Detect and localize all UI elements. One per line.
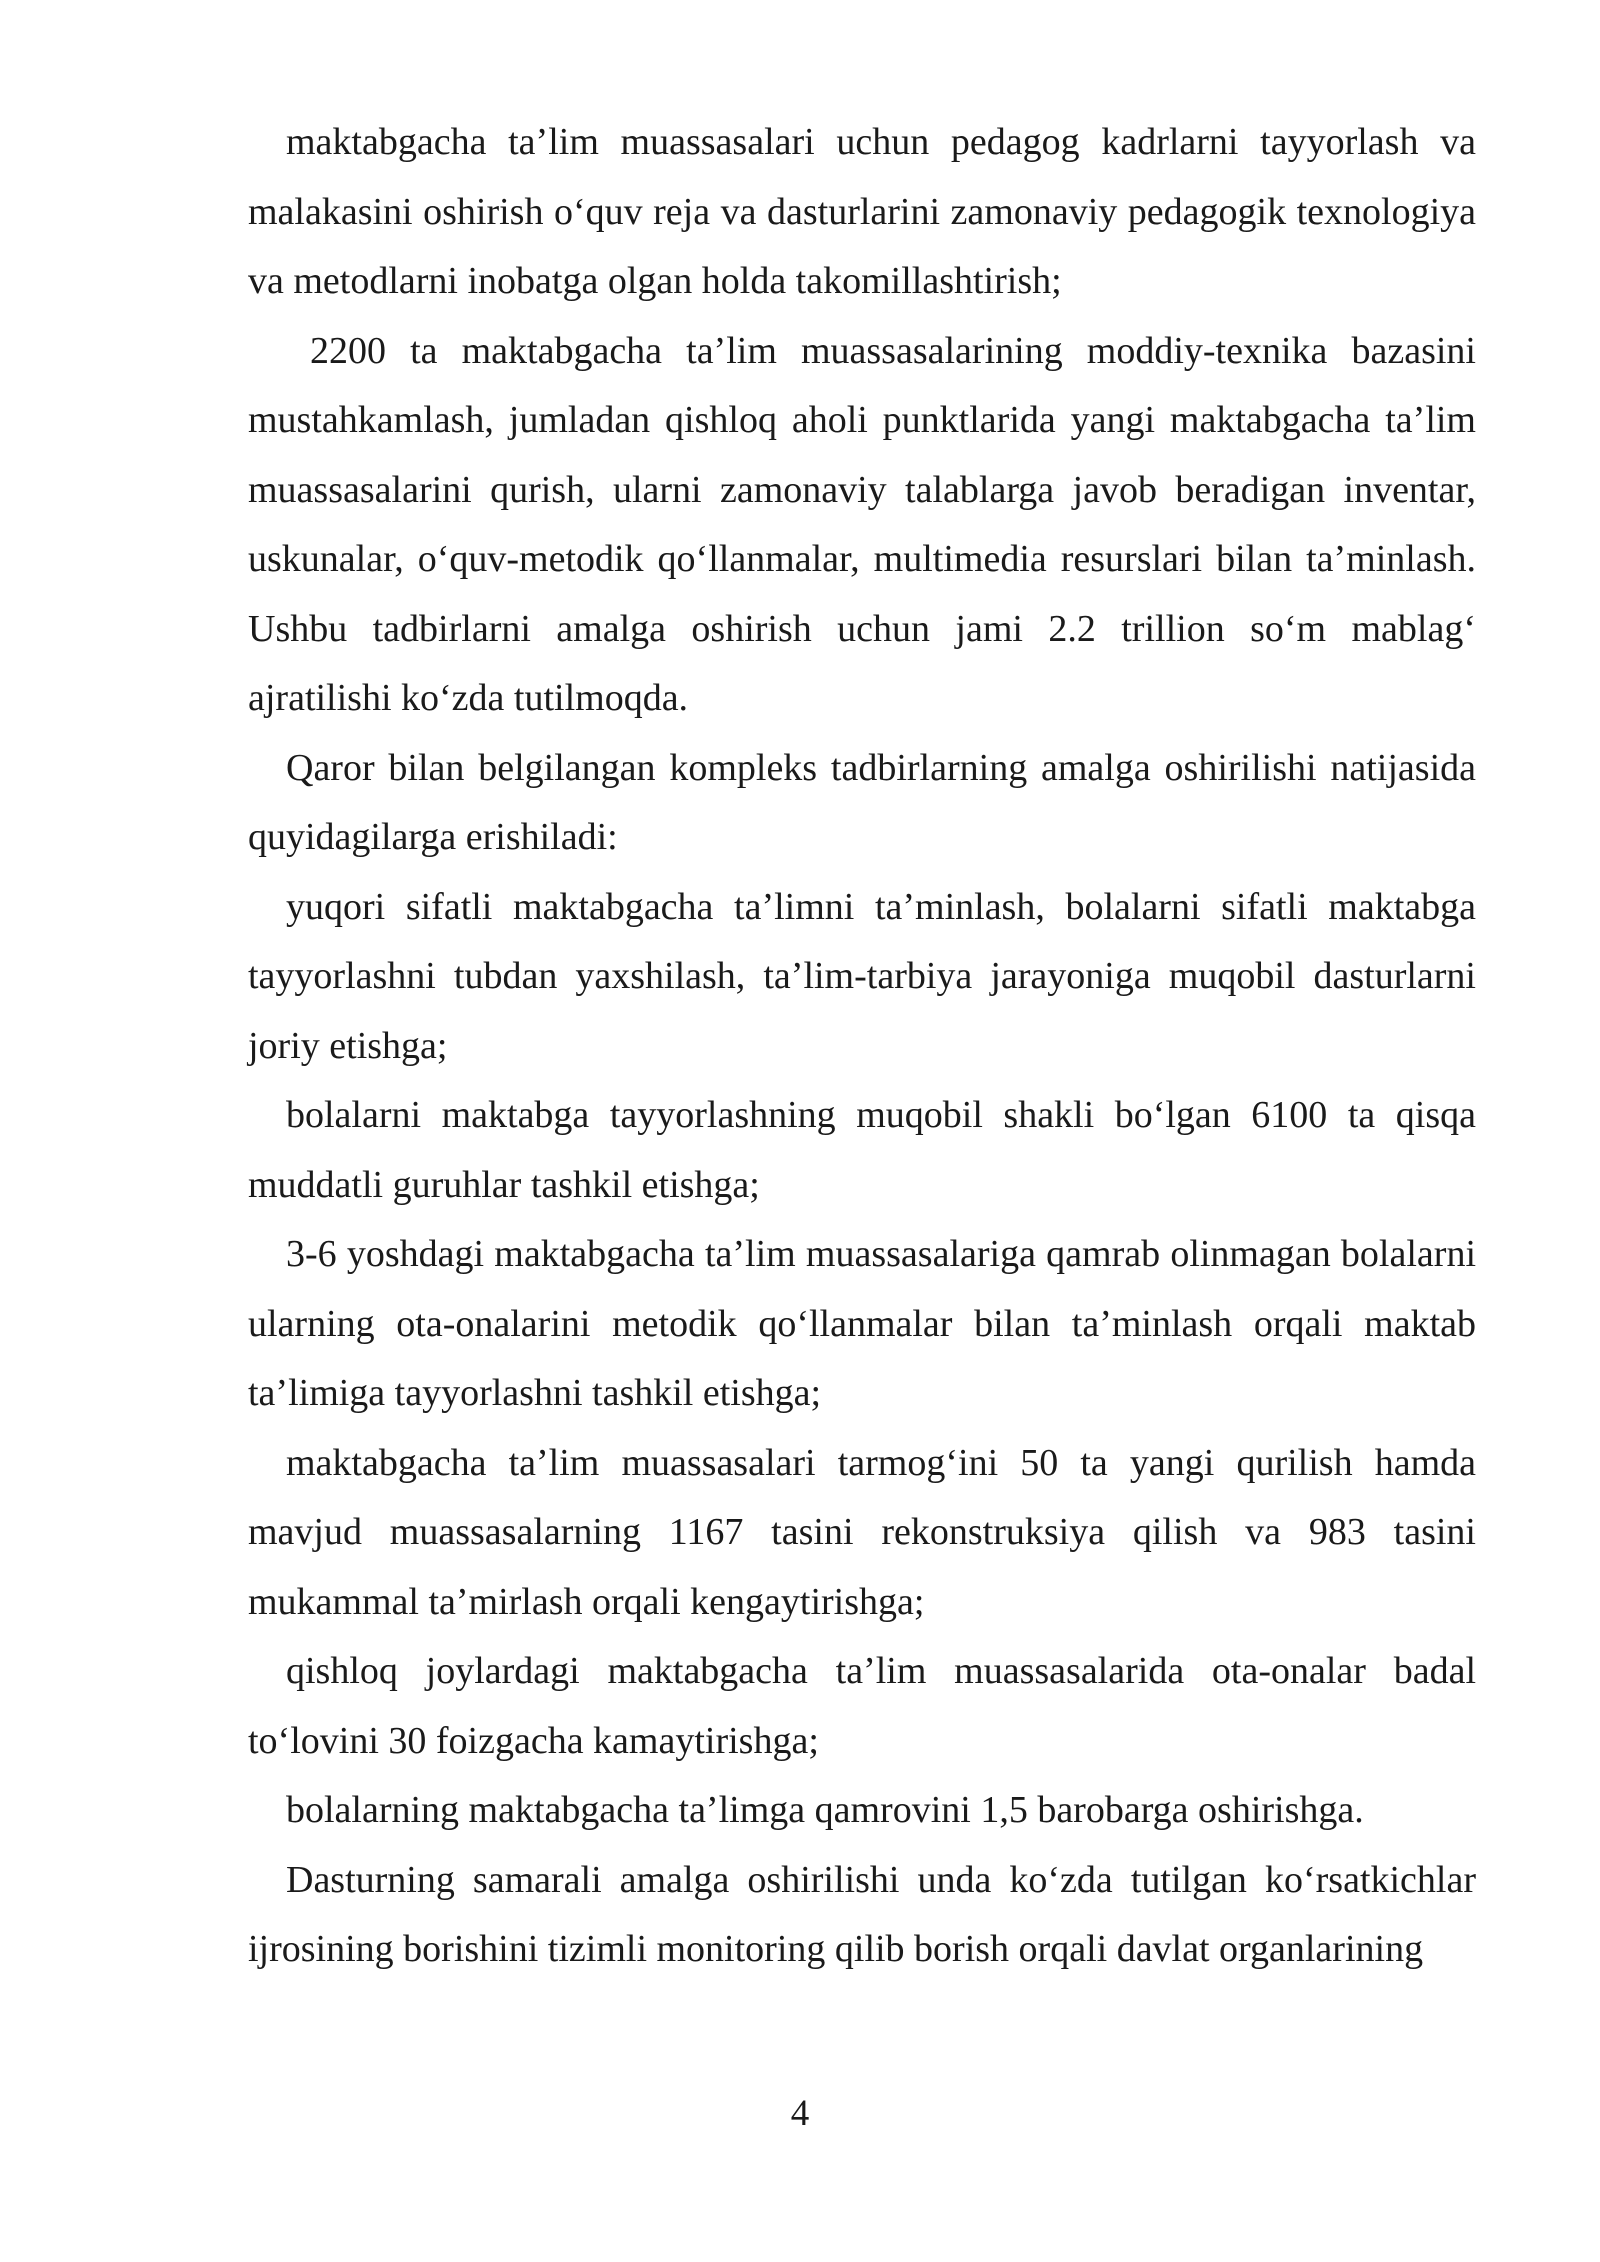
paragraph-parent-materials: 3-6 yoshdagi maktabgacha ta’lim muassasalariga qamrab olinmagan bolalarni ularning ota-onalarini metodik qo‘llanmalar bilan ta’minlash orqali maktab ta’limiga tayyorlashni tashkil etishga; xyxy=(248,1233,1476,1414)
body-text xyxy=(248,108,1476,1985)
paragraph-quality-education: yuqori sifatli maktabgacha ta’limni ta’minlash, bolalarni sifatli maktabga tayyorlashni tubdan yaxshilash, ta’lim-tarbiya jarayoniga muqobil dasturlarni joriy etishga; xyxy=(248,885,1476,1067)
paragraph-network-expansion: maktabgacha ta’lim muassasalari tarmog‘ini 50 ta yangi qurilish hamda mavjud muassasalarning 1167 tasini rekonstruksiya qilish va 983 tasini mukammal ta’mirlash orqali kengaytirishga; xyxy=(248,1441,1476,1623)
paragraph-monitoring: Dasturning samarali amalga oshirilishi unda ko‘zda tutilgan ko‘rsatkichlar ijrosining borishini tizimli monitoring qilib borish orqali davlat organlarining xyxy=(248,1858,1476,1970)
paragraph-fee-reduction: qishloq joylardagi maktabgacha ta’lim muassasalarida ota-onalar badal to‘lovini 30 foizgacha kamaytirishga; xyxy=(248,1650,1476,1762)
paragraph-curriculum-improvement: maktabgacha ta’lim muassasalari uchun pedagog kadrlarni tayyorlash va malakasini oshirish o‘quv reja va dasturlarini zamonaviy pedagogik texnologiya va metodlarni inobatga olgan holda takomillashtirish; xyxy=(248,121,1476,302)
paragraph-coverage-increase: bolalarning maktabgacha ta’limga qamrovini 1,5 barobarga oshirishga. xyxy=(286,1789,1364,1831)
paragraph-short-term-groups: bolalarni maktabga tayyorlashning muqobil shakli bo‘lgan 6100 ta qisqa muddatli guruhlar tashkil etishga; xyxy=(248,1094,1476,1206)
paragraph-expected-results-intro: Qaror bilan belgilangan kompleks tadbirlarning amalga oshirilishi natijasida quyidagilarga erishiladi: xyxy=(248,746,1476,858)
page-number: 4 xyxy=(790,2093,810,2134)
paragraph-infrastructure-funding: 2200 ta maktabgacha ta’lim muassasalarining moddiy-texnika bazasini mustahkamlash, jumladan qishloq aholi punktlarida yangi maktabgacha ta’lim muassasalarini qurish, ularni zamonaviy talablarga javob beradigan inventar, uskunalar, o‘quv-metodik qo‘llanmalar, multimedia resurslari bilan ta’minlash. Ushbu tadbirlarni amalga oshirish uchun jami 2.2 trillion so‘m mablag‘ ajratilishi ko‘zda tutilmoqda. xyxy=(248,329,1476,719)
